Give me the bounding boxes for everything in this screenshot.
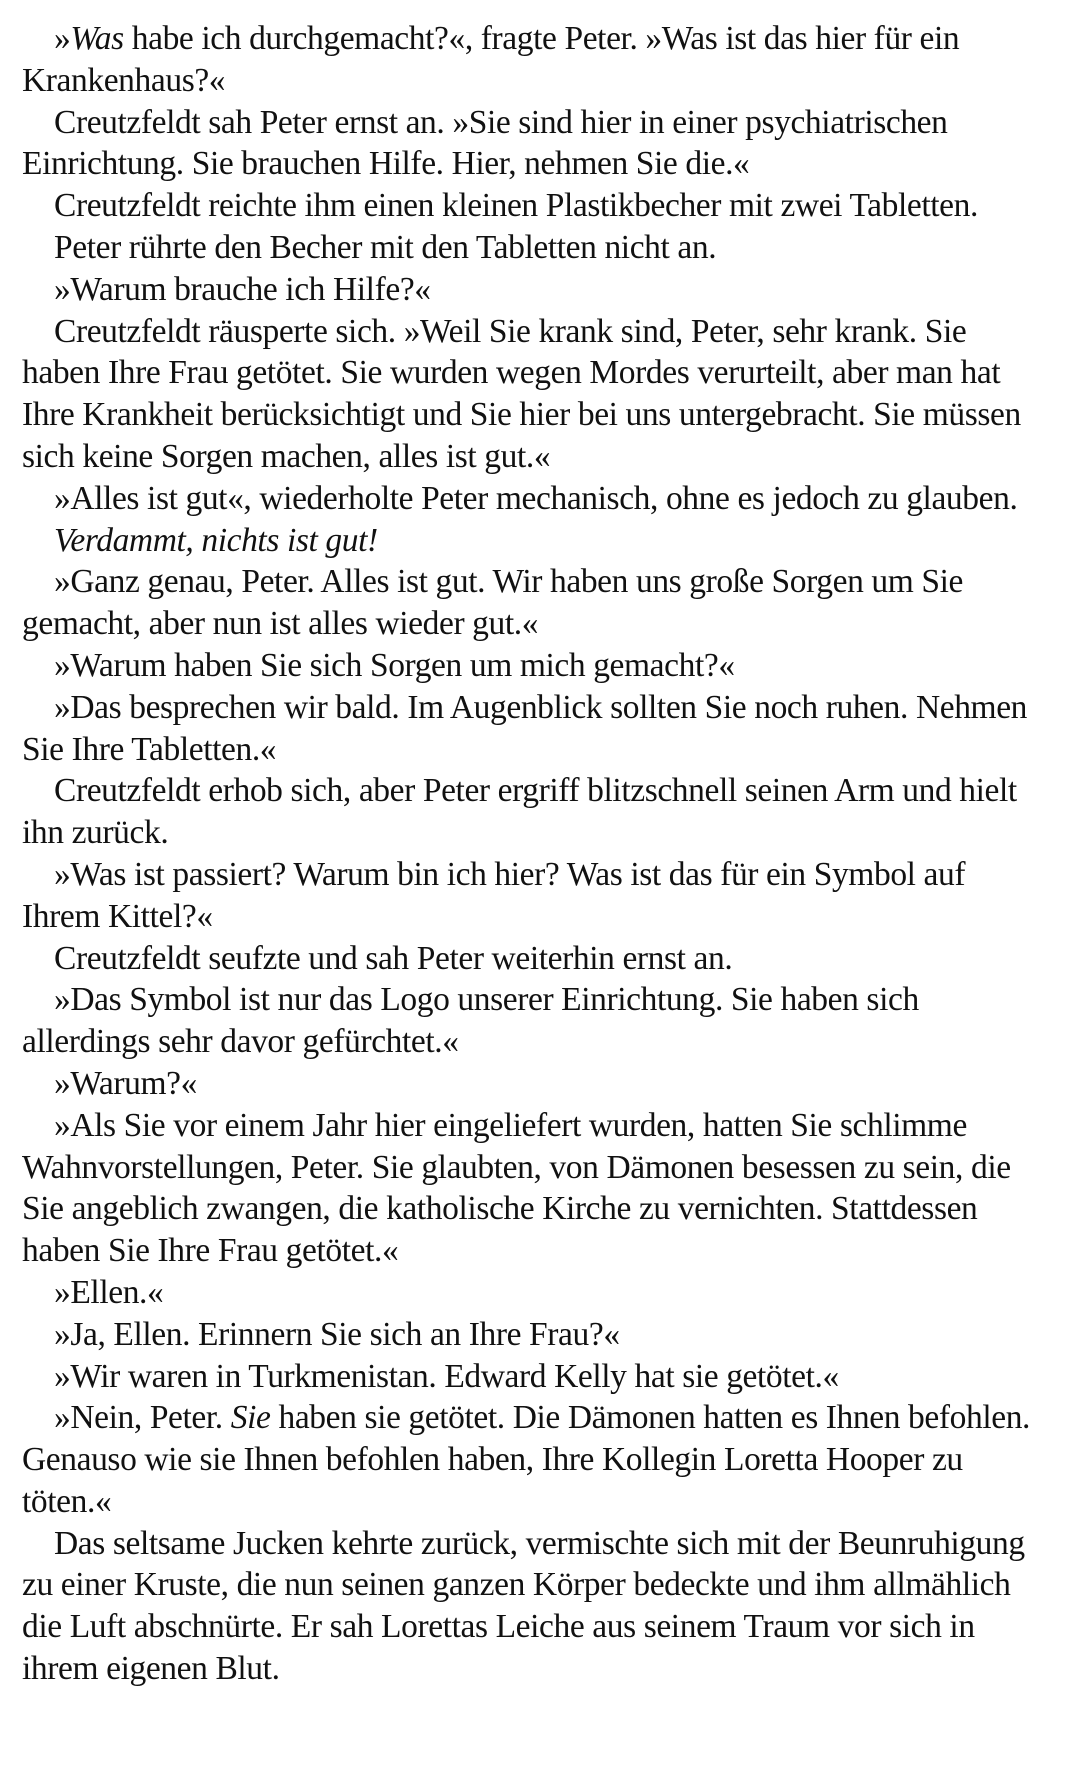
paragraph — [22, 102, 1050, 186]
paragraph — [22, 520, 1050, 562]
paragraph — [22, 311, 1050, 478]
italic-text: Sie — [230, 1399, 271, 1437]
paragraph — [22, 645, 1050, 687]
text-run: habe ich durchgemacht?«, fragte Peter. »Was ist das hier für ein Krankenhaus?« — [22, 20, 960, 99]
text-run: »Warum haben Sie sich Sorgen um mich gemacht?« — [54, 646, 735, 684]
paragraph — [22, 979, 1050, 1063]
text-run: »Was ist passiert? Warum bin ich hier? Was ist das für ein Symbol auf Ihrem Kittel?« — [22, 855, 966, 935]
paragraph — [22, 1272, 1050, 1314]
text-run: »Ja, Ellen. Erinnern Sie sich an Ihre Frau?« — [54, 1315, 620, 1353]
italic-text: Was — [70, 20, 124, 57]
text-run: Peter rührte den Becher mit den Tabletten nicht an. — [54, 228, 717, 266]
text-run: »Ganz genau, Peter. Alles ist gut. Wir haben uns große Sorgen um Sie gemacht, aber nun ist alles wieder gut.« — [22, 563, 964, 643]
paragraph — [22, 1314, 1050, 1356]
text-run: Creutzfeldt räusperte sich. »Weil Sie krank sind, Peter, sehr krank. Sie haben Ihre Frau getötet. Sie wurden wegen Mordes verurteilt, aber man hat Ihre Krankheit berücksichtigt und Sie hier bei uns untergebracht. Sie müssen sich keine Sorgen machen, alles ist gut.« — [22, 312, 1021, 475]
paragraph — [22, 770, 1050, 854]
text-run: »Nein, Peter. — [54, 1399, 231, 1437]
text-run: Creutzfeldt sah Peter ernst an. »Sie sind hier in einer psychiatrischen Einrichtung. Sie brauchen Hilfe. Hier, nehmen Sie die.« — [22, 103, 948, 183]
text-run: » — [54, 20, 71, 57]
text-run: »Ellen.« — [54, 1273, 164, 1311]
paragraph — [22, 18, 1050, 102]
text-run: »Wir waren in Turkmenistan. Edward Kelly hat sie getötet.« — [54, 1357, 839, 1395]
paragraph — [22, 561, 1050, 645]
paragraph — [22, 938, 1050, 980]
paragraph — [22, 1063, 1050, 1105]
paragraph — [22, 185, 1050, 227]
paragraph — [22, 1523, 1050, 1690]
text-run: haben sie getötet. Die Dämonen hatten es Ihnen befohlen. Genauso wie sie Ihnen befohlen haben, Ihre Kollegin Loretta Hooper zu töten.« — [22, 1399, 1031, 1520]
text-run: »Das besprechen wir bald. Im Augenblick sollten Sie noch ruhen. Nehmen Sie Ihre Tabletten.« — [22, 688, 1028, 768]
paragraph — [22, 854, 1050, 938]
text-run: »Das Symbol ist nur das Logo unserer Einrichtung. Sie haben sich allerdings sehr davor gefürchtet.« — [22, 981, 919, 1061]
text-run: »Warum?« — [54, 1064, 197, 1102]
text-run: »Als Sie vor einem Jahr hier eingeliefert wurden, hatten Sie schlimme Wahnvorstellungen, Peter. Sie glaubten, von Dämonen besessen zu sein, die Sie angeblich zwangen, die katholische Kirche zu vernichten. Stattdessen haben Sie Ihre Frau getötet.« — [22, 1106, 1011, 1270]
text-run: Creutzfeldt seufzte und sah Peter weiterhin ernst an. — [54, 939, 733, 977]
paragraph — [22, 1105, 1050, 1272]
text-run: Creutzfeldt erhob sich, aber Peter ergriff blitzschnell seinen Arm und hielt ihn zurück. — [22, 772, 1017, 852]
book-page — [22, 18, 1050, 1690]
paragraph — [22, 687, 1050, 771]
paragraph — [22, 1397, 1050, 1522]
text-run: Creutzfeldt reichte ihm einen kleinen Plastikbecher mit zwei Tabletten. — [54, 187, 978, 225]
text-run: »Warum brauche ich Hilfe?« — [54, 270, 431, 308]
italic-text: Verdammt, nichts ist gut! — [54, 521, 378, 559]
paragraph — [22, 269, 1050, 311]
text-run: »Alles ist gut«, wiederholte Peter mechanisch, ohne es jedoch zu glauben. — [54, 479, 1018, 517]
paragraph — [22, 478, 1050, 520]
paragraph — [22, 1356, 1050, 1398]
text-run: Das seltsame Jucken kehrte zurück, vermischte sich mit der Beunruhigung zu einer Kruste, die nun seinen ganzen Körper bedeckte und ihm allmählich die Luft abschnürte. Er sah Lorettas Leiche aus seinem Traum vor sich in ihrem eigenen Blut. — [22, 1524, 1025, 1688]
paragraph — [22, 227, 1050, 269]
text-body — [22, 18, 1050, 1690]
